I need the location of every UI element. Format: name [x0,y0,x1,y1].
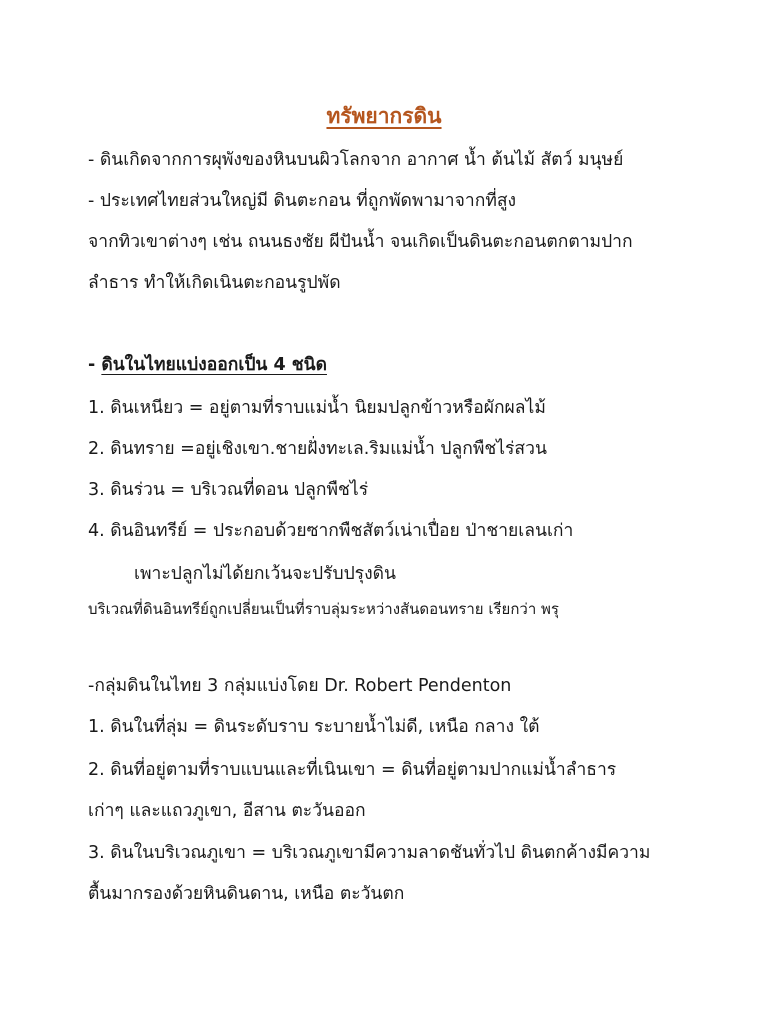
section2-item-3: 3. ดินในบริเวณภูเขา = บริเวณภูเขามีความลาดชันทั่วไป ดินตกค้างมีความ [88,843,651,863]
page-title: ทรัพยากรดิน [326,104,442,128]
section2-item-2-cont: เก่าๆ และแถวภูเขา, อีสาน ตะวันออก [88,801,366,821]
section1-item-3: 3. ดินร่วน = บริเวณที่ดอน ปลูกพืชไร่ [88,480,369,500]
section1-item-1: 1. ดินเหนียว = อยู่ตามที่ราบแม่น้ำ นิยมปลูกข้าวหรือผักผลไม้ [88,398,546,418]
intro-line-3: จากทิวเขาต่างๆ เช่น ถนนธงชัย ผีปันน้ำ จนเกิดเป็นดินตะกอนตกตามปาก [88,232,633,252]
section1-item-4-cont: เพาะปลูกไม่ได้ยกเว้นจะปรับปรุงดิน [134,564,396,584]
section1-note: บริเวณที่ดินอินทรีย์ถูกเปลี่ยนเป็นที่ราบลุ่มระหว่างสันดอนทราย เรียกว่า พรุ [88,600,559,618]
intro-line-4: ลำธาร ทำให้เกิดเนินตะกอนรูปพัด [88,273,341,293]
section1-heading: ดินในไทยแบ่งออกเป็น 4 ชนิด [101,355,327,375]
section1-prefix: - [88,355,102,375]
intro-line-2: - ประเทศไทยส่วนใหญ่มี ดินตะกอน ที่ถูกพัดพามาจากที่สูง [88,191,517,211]
section2-item-3-cont: ตื้นมากรองด้วยหินดินดาน, เหนือ ตะวันตก [88,884,405,904]
section1-heading-line [88,357,327,375]
section1-item-4: 4. ดินอินทรีย์ = ประกอบด้วยซากพืชสัตว์เน่าเปื่อย ป่าชายเลนเก่า [88,521,574,541]
section2-heading: -กลุ่มดินในไทย 3 กลุ่มแบ่งโดย Dr. Robert Pendenton [88,676,512,696]
section2-item-1: 1. ดินในที่ลุ่ม = ดินระดับราบ ระบายน้ำไม่ดี, เหนือ กลาง ใต้ [88,717,540,737]
intro-line-1: - ดินเกิดจากการผุพังของหินบนผิวโลกจาก อากาศ น้ำ ต้นไม้ สัตว์ มนุษย์ [88,150,624,170]
section2-item-2: 2. ดินที่อยู่ตามที่ราบแบนและที่เนินเขา = ดินที่อยู่ตามปากแม่น้ำลำธาร [88,760,617,780]
section1-item-2: 2. ดินทราย =อยู่เชิงเขา.ชายฝั่งทะเล.ริมแม่น้ำ ปลูกพืชไร่สวน [88,439,547,459]
